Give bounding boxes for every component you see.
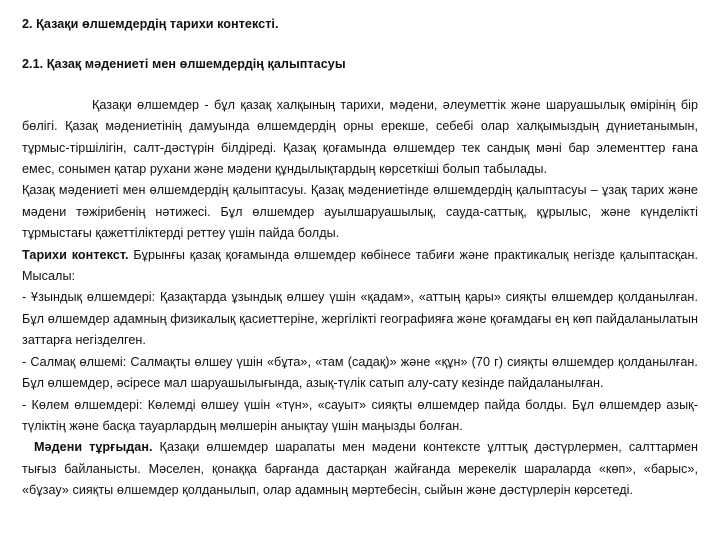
cultural-text: Қазақи өлшемдер шарапаты мен мәдени контексте ұлттық дәстүрлермен, салттармен тығыз байланысты. Мәселен, қонаққа барғанда дастарқан жайғанда мерекелік шараларда «көп», «барыс», «бұзау» сияқты өлшемдер қолданылып, олар адамның мәртебесін, сыйын және дәстүрлерін көрсетеді. [22, 440, 699, 498]
heading-spacer [22, 76, 698, 95]
document-page [22, 14, 698, 502]
paragraph-historical-context [22, 245, 698, 288]
paragraph-volume-measures: - Көлем өлшемдері: Көлемді өлшеу үшін «түн», «сауыт» сияқты өлшемдер пайда болды. Бұл өлшемдер азық-түліктің және басқа тауарлардың мөлшерін анықтау үшін маңызды болған. [22, 397, 698, 433]
section-heading: 2. Қазақи өлшемдердің тарихи контексті. [22, 17, 279, 31]
historical-context-label: Тарихи контекст. [22, 247, 129, 262]
paragraph-intro: Қазақи өлшемдер - бұл қазақ халқының тарихи, мәдени, әлеуметтік және шаруашылық өмірінің бір бөлігі. Қазақ мәдениетінің дамуында өлшемдердің орны ерекше, себебі олар халқымыздың дүниетанымын, тұрмыс-тіршілігін, салт-дәстүрін білдіреді. Қазақ қоғамында өлшемдер тек сандық мәні бар элементтер ғана емес, сонымен қатар рухани және мәдени құндылықтардың көрсеткіші болып табылады. [22, 97, 698, 177]
subsection-heading: 2.1. Қазақ мәдениеті мен өлшемдердің қалыптасуы [22, 57, 346, 72]
paragraph-length-measures: - Ұзындық өлшемдері: Қазақтарда ұзындық өлшеу үшін «қадам», «аттың қары» сияқты өлшемдер қолданылған. Бұл өлшемдер адамның физикалық қасиеттеріне, жергілікті географияға және қоғамдағы ең көп пайдаланылатын заттарға негізделген. [22, 290, 698, 348]
paragraph-formation: Қазақ мәдениеті мен өлшемдердің қалыптасуы. Қазақ мәдениетінде өлшемдердің қалыптасуы – ұзақ тарих және мәдени тәжірибенің нәтижесі. Бұл өлшемдер ауылшаруашылық, сауда-саттық, құрылыс, және күнделікті тұрмыстағы қажеттіліктерді реттеу үшін пайда болды. [22, 183, 698, 241]
paragraph-cultural [22, 437, 698, 501]
historical-context-text: Бұрынғы қазақ қоғамында өлшемдер көбінесе табиғи және практикалық негізде қалыптасқан. Мысалы: [22, 247, 699, 284]
cultural-label: Мәдени тұрғыдан. [34, 440, 153, 455]
paragraph-weight-measures: - Салмақ өлшемі: Салмақты өлшеу үшін «бұта», «там (садақ)» және «құн» (70 г) сияқты өлшемдер қолданылған. Бұл өлшемдер, әсіресе мал шаруашылығында, азық-түлік сатып алу-сату кезінде пайдаланылған. [22, 354, 698, 391]
heading-spacer [22, 35, 698, 54]
